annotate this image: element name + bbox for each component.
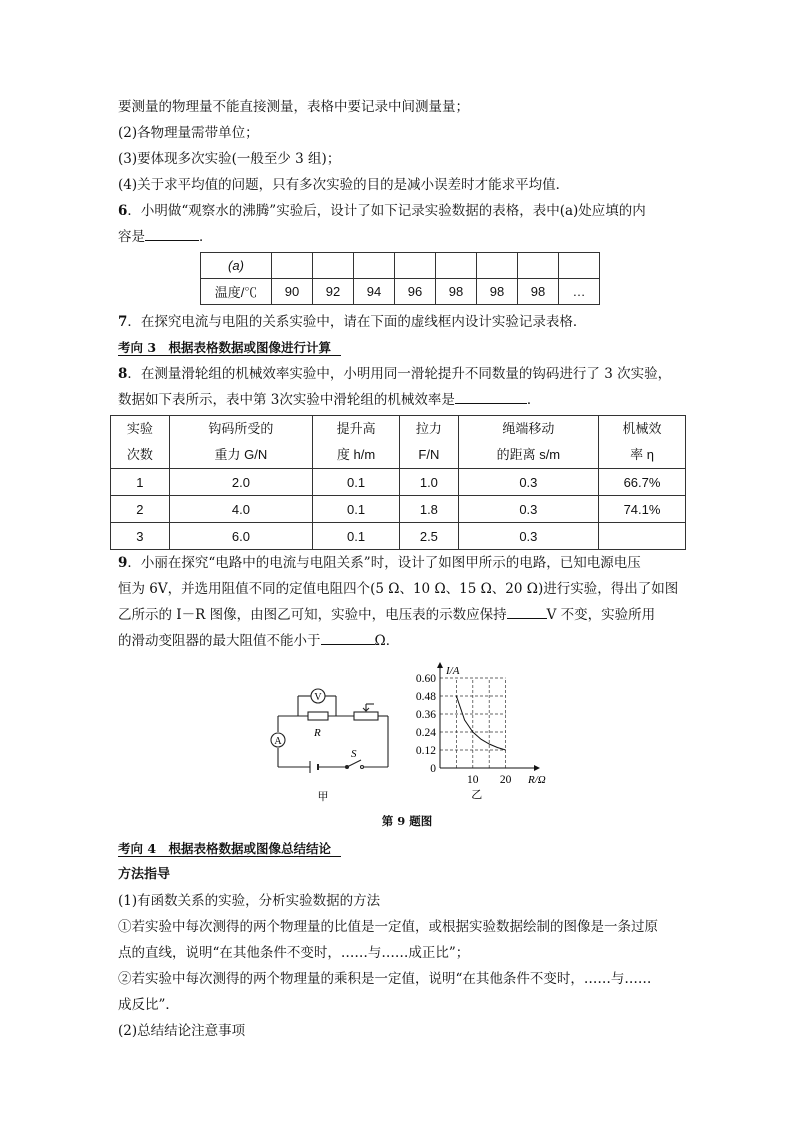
q8-cell: 1 xyxy=(111,469,170,496)
q6-text-a: ．小明做“观察水的沸腾”实验后，设计了如下记录实验数据的表格，表中(a)处应填的内 xyxy=(127,203,646,219)
method-point-1-line-1: ①若实验中每次测得的两个物理量的比值是一定值，或根据实验数据绘制的图像是一条过原 xyxy=(118,919,658,935)
q8-cell: 1.0 xyxy=(400,469,459,496)
q6-temp-cell: 92 xyxy=(313,279,354,305)
method-point-2-line-1: ②若实验中每次测得的两个物理量的乘积是一定值，说明“在其他条件不变时，……与…… xyxy=(118,971,652,987)
q6-answer-blank[interactable] xyxy=(145,226,199,241)
q9-text-3a: 乙所示的 I－R 图像，由图乙可知，实验中，电压表的示数应保持 xyxy=(118,607,507,623)
section-4-heading: 考向 4 根据表格数据或图像总结结论 xyxy=(118,836,686,862)
q6-cell xyxy=(518,253,559,279)
y-axis-label: I/A xyxy=(446,665,460,677)
q7-line xyxy=(118,309,686,335)
ammeter-label: A xyxy=(274,736,282,747)
switch-lever xyxy=(347,760,361,767)
q8-cell: 0.1 xyxy=(313,469,400,496)
section-3-heading: 考向 3 根据表格数据或图像进行计算 xyxy=(118,335,686,361)
document-page xyxy=(118,94,686,1044)
q8-cell: 4.0 xyxy=(169,496,312,523)
q6-cell xyxy=(436,253,477,279)
q9-line-1 xyxy=(118,550,686,576)
q6-line-1 xyxy=(118,198,686,224)
q6-temp-cell: 96 xyxy=(395,279,436,305)
q9-number: 9 xyxy=(118,555,128,571)
q6-row-temp xyxy=(201,279,600,305)
q9-text-1: ．小丽在探究“电路中的电流与电阻关系”时，设计了如图甲所示的电路，已知电源电压 xyxy=(127,555,641,571)
y-tick-label: 0.24 xyxy=(415,727,436,739)
q8-number: 8 xyxy=(118,366,128,382)
q6-number: 6 xyxy=(118,203,128,219)
q6-temp-cell: 98 xyxy=(477,279,518,305)
q9-figure xyxy=(118,660,686,810)
table-row xyxy=(111,523,686,550)
q6-cell xyxy=(395,253,436,279)
q6-cell xyxy=(313,253,354,279)
switch-contact xyxy=(361,766,364,769)
q9-line-2: 恒为 6V，并选用阻值不同的定值电阻四个(5 Ω、10 Ω、15 Ω、20 Ω)进行实验，得出了如图 xyxy=(118,581,679,597)
q8-cell: 66.7% xyxy=(599,469,686,496)
q8-cell: 0.3 xyxy=(458,496,598,523)
q8-header-cell: 钩码所受的 重力 G/N xyxy=(169,416,312,469)
q9-text-4a: 的滑动变阻器的最大阻值不能小于 xyxy=(118,633,321,649)
q8-header-cell: 绳端移动 的距离 s/m xyxy=(458,416,598,469)
y-axis-arrow xyxy=(437,662,443,668)
figure-caption: 第 9 题图 xyxy=(381,814,433,828)
resistor-symbol xyxy=(308,712,328,720)
y-tick-label: 0.12 xyxy=(415,745,436,757)
q9-text-3b: V 不变，实验所用 xyxy=(546,607,656,623)
q9-line-4 xyxy=(118,628,686,654)
x-axis-label: R/Ω xyxy=(528,774,546,786)
q6-temp-cell: 98 xyxy=(436,279,477,305)
method-heading: 方法指导 xyxy=(118,867,171,882)
q6-text-end: ． xyxy=(199,229,213,245)
q6-temp-cell: 94 xyxy=(354,279,395,305)
ir-chart xyxy=(394,660,564,800)
q8-text-a: ．在测量滑轮组的机械效率实验中，小明用同一滑轮提升不同数量的钩码进行了 3 次实验， xyxy=(127,366,672,382)
q6-temp-cell: … xyxy=(559,279,600,305)
figure-label-jia: 甲 xyxy=(317,790,329,803)
q6-cell xyxy=(559,253,600,279)
q7-text: ．在探究电流与电阻的关系实验中，请在下面的虚线框内设计实验记录表格． xyxy=(127,314,587,330)
q6-temp-cell: 90 xyxy=(272,279,313,305)
q6-text-b: 容是 xyxy=(118,229,145,245)
q9-resistance-blank[interactable] xyxy=(321,630,375,645)
q8-header-cell: 提升高 度 h/m xyxy=(313,416,400,469)
figure-label-yi: 乙 xyxy=(471,788,483,800)
intro-line-3: (3)要体现多次实验(一般至少 3 组)； xyxy=(118,151,341,167)
q8-cell: 2.5 xyxy=(400,523,459,550)
q6-row-a-label: (a) xyxy=(201,253,272,279)
q9-text-4b: Ω． xyxy=(374,633,400,649)
q8-line-2 xyxy=(118,387,686,413)
x-axis-arrow xyxy=(534,765,540,771)
voltmeter-label: V xyxy=(314,692,322,703)
q7-number: 7 xyxy=(118,314,128,330)
q8-cell: 0.1 xyxy=(313,496,400,523)
q8-text-end: ． xyxy=(526,392,541,408)
q6-temp-label: 温度/℃ xyxy=(201,279,272,305)
method-point-2-line-2: 成反比”． xyxy=(118,997,179,1013)
q8-cell: 0.3 xyxy=(458,523,598,550)
y-tick-label: 0 xyxy=(430,763,436,775)
resistor-label: R xyxy=(314,727,321,739)
q8-cell: 0.3 xyxy=(458,469,598,496)
q8-cell: 2.0 xyxy=(169,469,312,496)
q6-temp-cell: 98 xyxy=(518,279,559,305)
method-sub-2: (2)总结结论注意事项 xyxy=(118,1023,246,1039)
series-line xyxy=(456,696,505,750)
q8-cell: 74.1% xyxy=(599,496,686,523)
q6-line-2 xyxy=(118,224,686,250)
rheostat-symbol xyxy=(354,712,378,720)
method-sub-1: (1)有函数关系的实验，分析实验数据的方法 xyxy=(118,893,381,909)
q8-cell: 6.0 xyxy=(169,523,312,550)
intro-line-2: (2)各物理量需带单位； xyxy=(118,125,259,141)
y-tick-label: 0.60 xyxy=(415,673,436,685)
q8-text-b: 数据如下表所示，表中第 3次实验中滑轮组的机械效率是 xyxy=(118,392,455,408)
intro-line-1: 要测量的物理量不能直接测量，表格中要记录中间测量量； xyxy=(118,99,469,115)
q8-header-cell: 实验 次数 xyxy=(111,416,170,469)
circuit-diagram xyxy=(258,678,398,808)
q8-cell: 3 xyxy=(111,523,170,550)
method-point-1-line-2: 点的直线，说明“在其他条件不变时，……与……成正比”； xyxy=(118,945,470,961)
q8-header-cell: 拉力 F/N xyxy=(400,416,459,469)
switch-label: S xyxy=(351,748,357,760)
q6-cell xyxy=(354,253,395,279)
y-tick-label: 0.36 xyxy=(415,709,436,721)
q8-cell: 2 xyxy=(111,496,170,523)
q8-cell: 0.1 xyxy=(313,523,400,550)
q8-answer-blank[interactable] xyxy=(455,389,527,404)
q6-cell xyxy=(477,253,518,279)
q9-line-3 xyxy=(118,602,686,628)
intro-line-4: (4)关于求平均值的问题，只有多次实验的目的是减小误差时才能求平均值． xyxy=(118,177,570,193)
q6-row-a xyxy=(201,253,600,279)
q8-cell xyxy=(599,523,686,550)
table-row xyxy=(111,496,686,523)
q8-table xyxy=(110,415,686,550)
y-tick-label: 0.48 xyxy=(415,691,436,703)
q6-table xyxy=(200,252,600,305)
table-row xyxy=(111,469,686,496)
q8-header-cell: 机械效 率 η xyxy=(599,416,686,469)
q6-cell xyxy=(272,253,313,279)
x-tick-label: 10 xyxy=(467,774,479,786)
q8-line-1 xyxy=(118,361,686,387)
q9-voltage-blank[interactable] xyxy=(507,604,547,619)
x-tick-label: 20 xyxy=(499,774,512,786)
q8-header-row xyxy=(111,416,686,469)
q8-cell: 1.8 xyxy=(400,496,459,523)
